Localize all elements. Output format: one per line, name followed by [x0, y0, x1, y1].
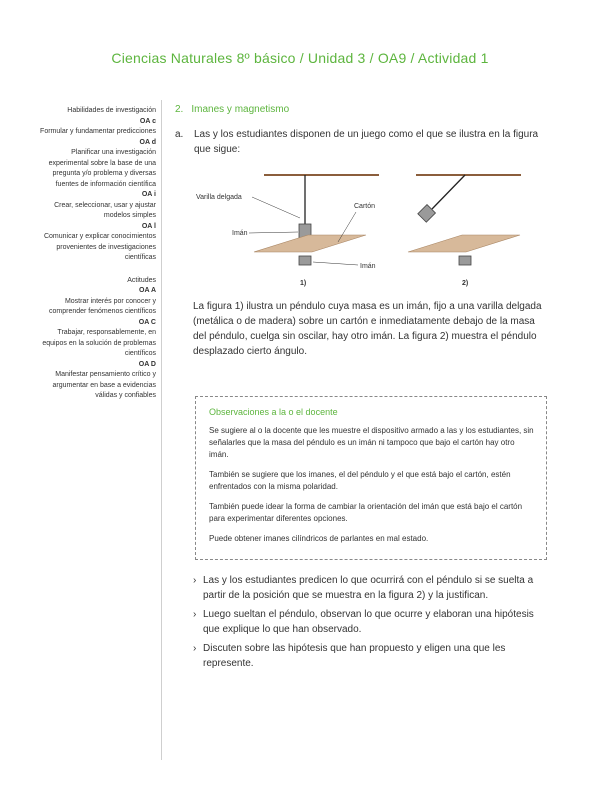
- objective-text: Formular y fundamentar predicciones: [40, 128, 156, 135]
- magnet-bottom-label-line: [313, 262, 358, 265]
- list-item-text: Luego sueltan el péndulo, observan lo que ocurre y elaboran una hipótesis que explique lo que han observado.: [203, 609, 534, 635]
- main-content: [175, 104, 555, 157]
- attitude-text: Trabajar, responsablemente, en equipos en la solución de problemas científicos: [42, 329, 156, 357]
- observation-paragraph: También se sugiere que los imanes, el del péndulo y el que está bajo el cartón, estén enfrentados con la misma polaridad.: [209, 470, 511, 491]
- sidebar-divider: [161, 100, 162, 760]
- objective-code: OA i: [141, 191, 156, 198]
- list-item: [193, 607, 553, 637]
- chevron-right-icon: ›: [193, 643, 197, 654]
- rod-label: Varilla delgada: [196, 194, 242, 201]
- activity-letter: a.: [175, 129, 184, 140]
- observations-body: [209, 425, 535, 553]
- attitude-text: Manifestar pensamiento crítico y argumentar en base a evidencias válidas y confiables: [52, 371, 156, 399]
- activity-text: Las y los estudiantes disponen de un juego como el que se ilustra en la figura que sigue:: [194, 129, 539, 155]
- objective-text: Comunicar y explicar conocimientos provenientes de investigaciones científicas: [43, 233, 156, 261]
- attitude-code: OA A: [139, 287, 156, 294]
- objective-text: Crear, seleccionar, usar y ajustar modelos simples: [54, 201, 156, 219]
- teacher-observations-box: [195, 396, 547, 560]
- observation-paragraph: También puede idear la forma de cambiar la orientación del imán que está bajo el cartón para experimentar diferentes opciones.: [209, 502, 523, 523]
- skills-heading: Habilidades de investigación: [67, 107, 156, 114]
- cardboard-board: [408, 235, 520, 252]
- magnet-top-label-line: [249, 232, 298, 233]
- figure-caption-1: 1): [300, 280, 307, 287]
- objective-code: OA c: [139, 117, 156, 125]
- cardboard-label: Cartón: [354, 203, 376, 210]
- figure-description: La figura 1) ilustra un péndulo cuya masa es un imán, fijo a una varilla delgada (metálica o de madera) sobre un cartón e inmediatamente debajo de la masa del péndulo, cuelga sin oscilar, hay otro imán. La figura 2) muestra el péndulo desplazado cierto ángulo.: [193, 301, 542, 357]
- pendulum-magnet: [418, 205, 436, 223]
- list-item-text: Discuten sobre las hipótesis que han propuesto y eligen una que les represente.: [203, 643, 506, 669]
- objective-code: OA l: [141, 222, 156, 230]
- chevron-right-icon: ›: [193, 575, 197, 586]
- observation-paragraph: Puede obtener imanes cilíndricos de parlantes en mal estado.: [209, 534, 429, 543]
- objective-text: Planificar una investigación experimental sobre la base de una pregunta y/o problema y diversas fuentes de información científica: [48, 149, 156, 188]
- attitude-text: Mostrar interés por conocer y comprender fenómenos científicos: [49, 297, 156, 315]
- list-item-text: Las y los estudiantes predicen lo que ocurrirá con el péndulo si se suelta a partir de la posición que se muestra en la figura 2) y la justifican.: [203, 575, 534, 601]
- pendulum-figure: [196, 172, 536, 290]
- base-magnet: [299, 256, 311, 265]
- page-title: Ciencias Naturales 8º básico / Unidad 3 / OA9 / Actividad 1: [111, 50, 489, 66]
- section-heading: [175, 104, 555, 115]
- section-number: 2.: [175, 104, 184, 115]
- list-item: [193, 573, 553, 603]
- objective-code: OA d: [139, 138, 156, 146]
- list-item: [193, 641, 553, 671]
- figure-caption-2: 2): [462, 280, 469, 287]
- section-title: Imanes y magnetismo: [191, 104, 290, 115]
- attitude-code: OA D: [138, 360, 156, 368]
- base-magnet: [459, 256, 471, 265]
- pendulum-rod: [432, 175, 465, 209]
- chevron-right-icon: ›: [193, 609, 197, 620]
- cardboard-board: [254, 235, 366, 252]
- observations-title: Observaciones a la o el docente: [209, 407, 338, 417]
- observation-paragraph: Se sugiere al o la docente que les muestre el dispositivo armado a las y los estudiantes, sin señalarles que la masa del péndulo es un imán ni tampoco que bajo el cartón hay otro imán.: [209, 426, 534, 459]
- rod-label-line: [252, 197, 300, 218]
- attitude-code: OA C: [138, 318, 156, 326]
- magnet-top-label: Imán: [232, 230, 248, 237]
- attitudes-heading: Actitudes: [127, 276, 156, 284]
- activity-item: [175, 127, 555, 157]
- sidebar-objectives: [40, 106, 156, 402]
- magnet-bottom-label: Imán: [360, 263, 376, 270]
- activity-steps: [193, 573, 553, 675]
